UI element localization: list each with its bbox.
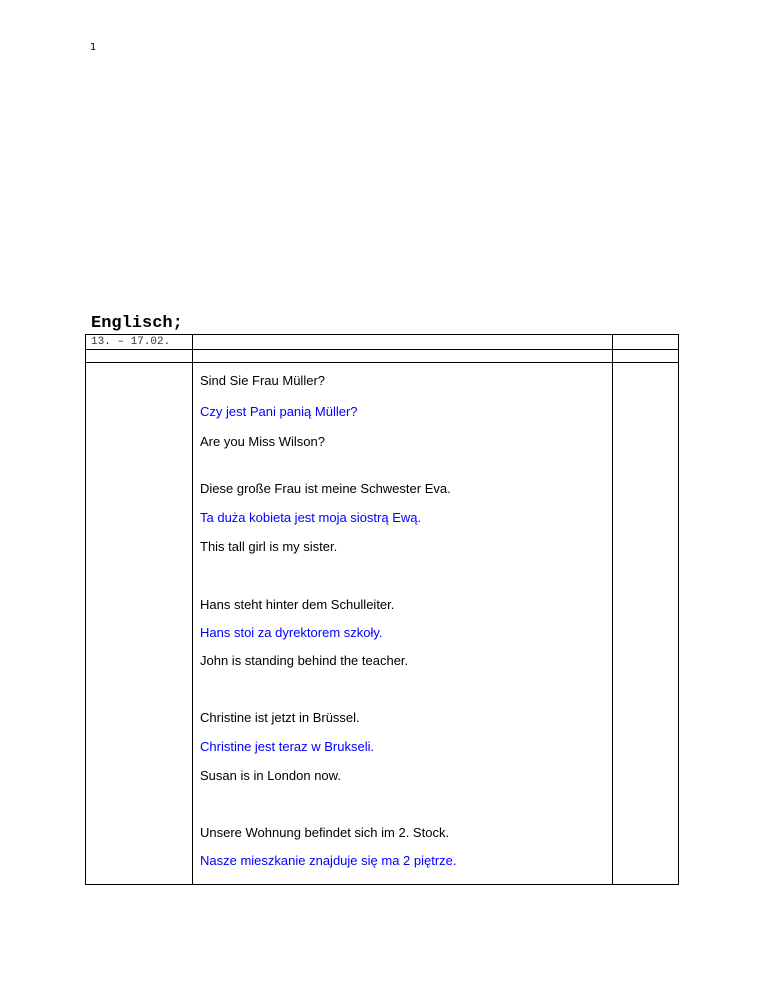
table-row-divider	[85, 349, 679, 350]
document-title: Englisch;	[91, 314, 183, 333]
table-row-divider	[85, 362, 679, 363]
english-sentence: John is standing behind the teacher.	[200, 653, 409, 668]
polish-translation: Czy jest Pani panią Müller?	[200, 404, 358, 419]
polish-translation: Nasze mieszkanie znajduje się ma 2 piętrze.	[200, 853, 457, 868]
table-border-left	[85, 334, 86, 885]
table-column-divider	[612, 334, 613, 885]
date-range: 13. – 17.02.	[91, 336, 171, 348]
german-sentence: Hans steht hinter dem Schulleiter.	[200, 597, 395, 612]
english-sentence: Susan is in London now.	[200, 768, 341, 783]
polish-translation: Christine jest teraz w Brukseli.	[200, 739, 375, 754]
german-sentence: Sind Sie Frau Müller?	[200, 373, 325, 388]
table-border-top	[85, 334, 679, 335]
table-border-bottom	[85, 884, 679, 885]
page-number: 1	[90, 42, 97, 53]
table-column-divider	[192, 334, 193, 885]
german-sentence: Christine ist jetzt in Brüssel.	[200, 710, 360, 725]
english-sentence: Are you Miss Wilson?	[200, 434, 325, 449]
english-sentence: This tall girl is my sister.	[200, 539, 338, 554]
table-border-right	[678, 334, 679, 885]
polish-translation: Hans stoi za dyrektorem szkoły.	[200, 625, 383, 640]
german-sentence: Diese große Frau ist meine Schwester Eva.	[200, 481, 451, 496]
polish-translation: Ta duża kobieta jest moja siostrą Ewą.	[200, 510, 422, 525]
german-sentence: Unsere Wohnung befindet sich im 2. Stock.	[200, 825, 450, 840]
